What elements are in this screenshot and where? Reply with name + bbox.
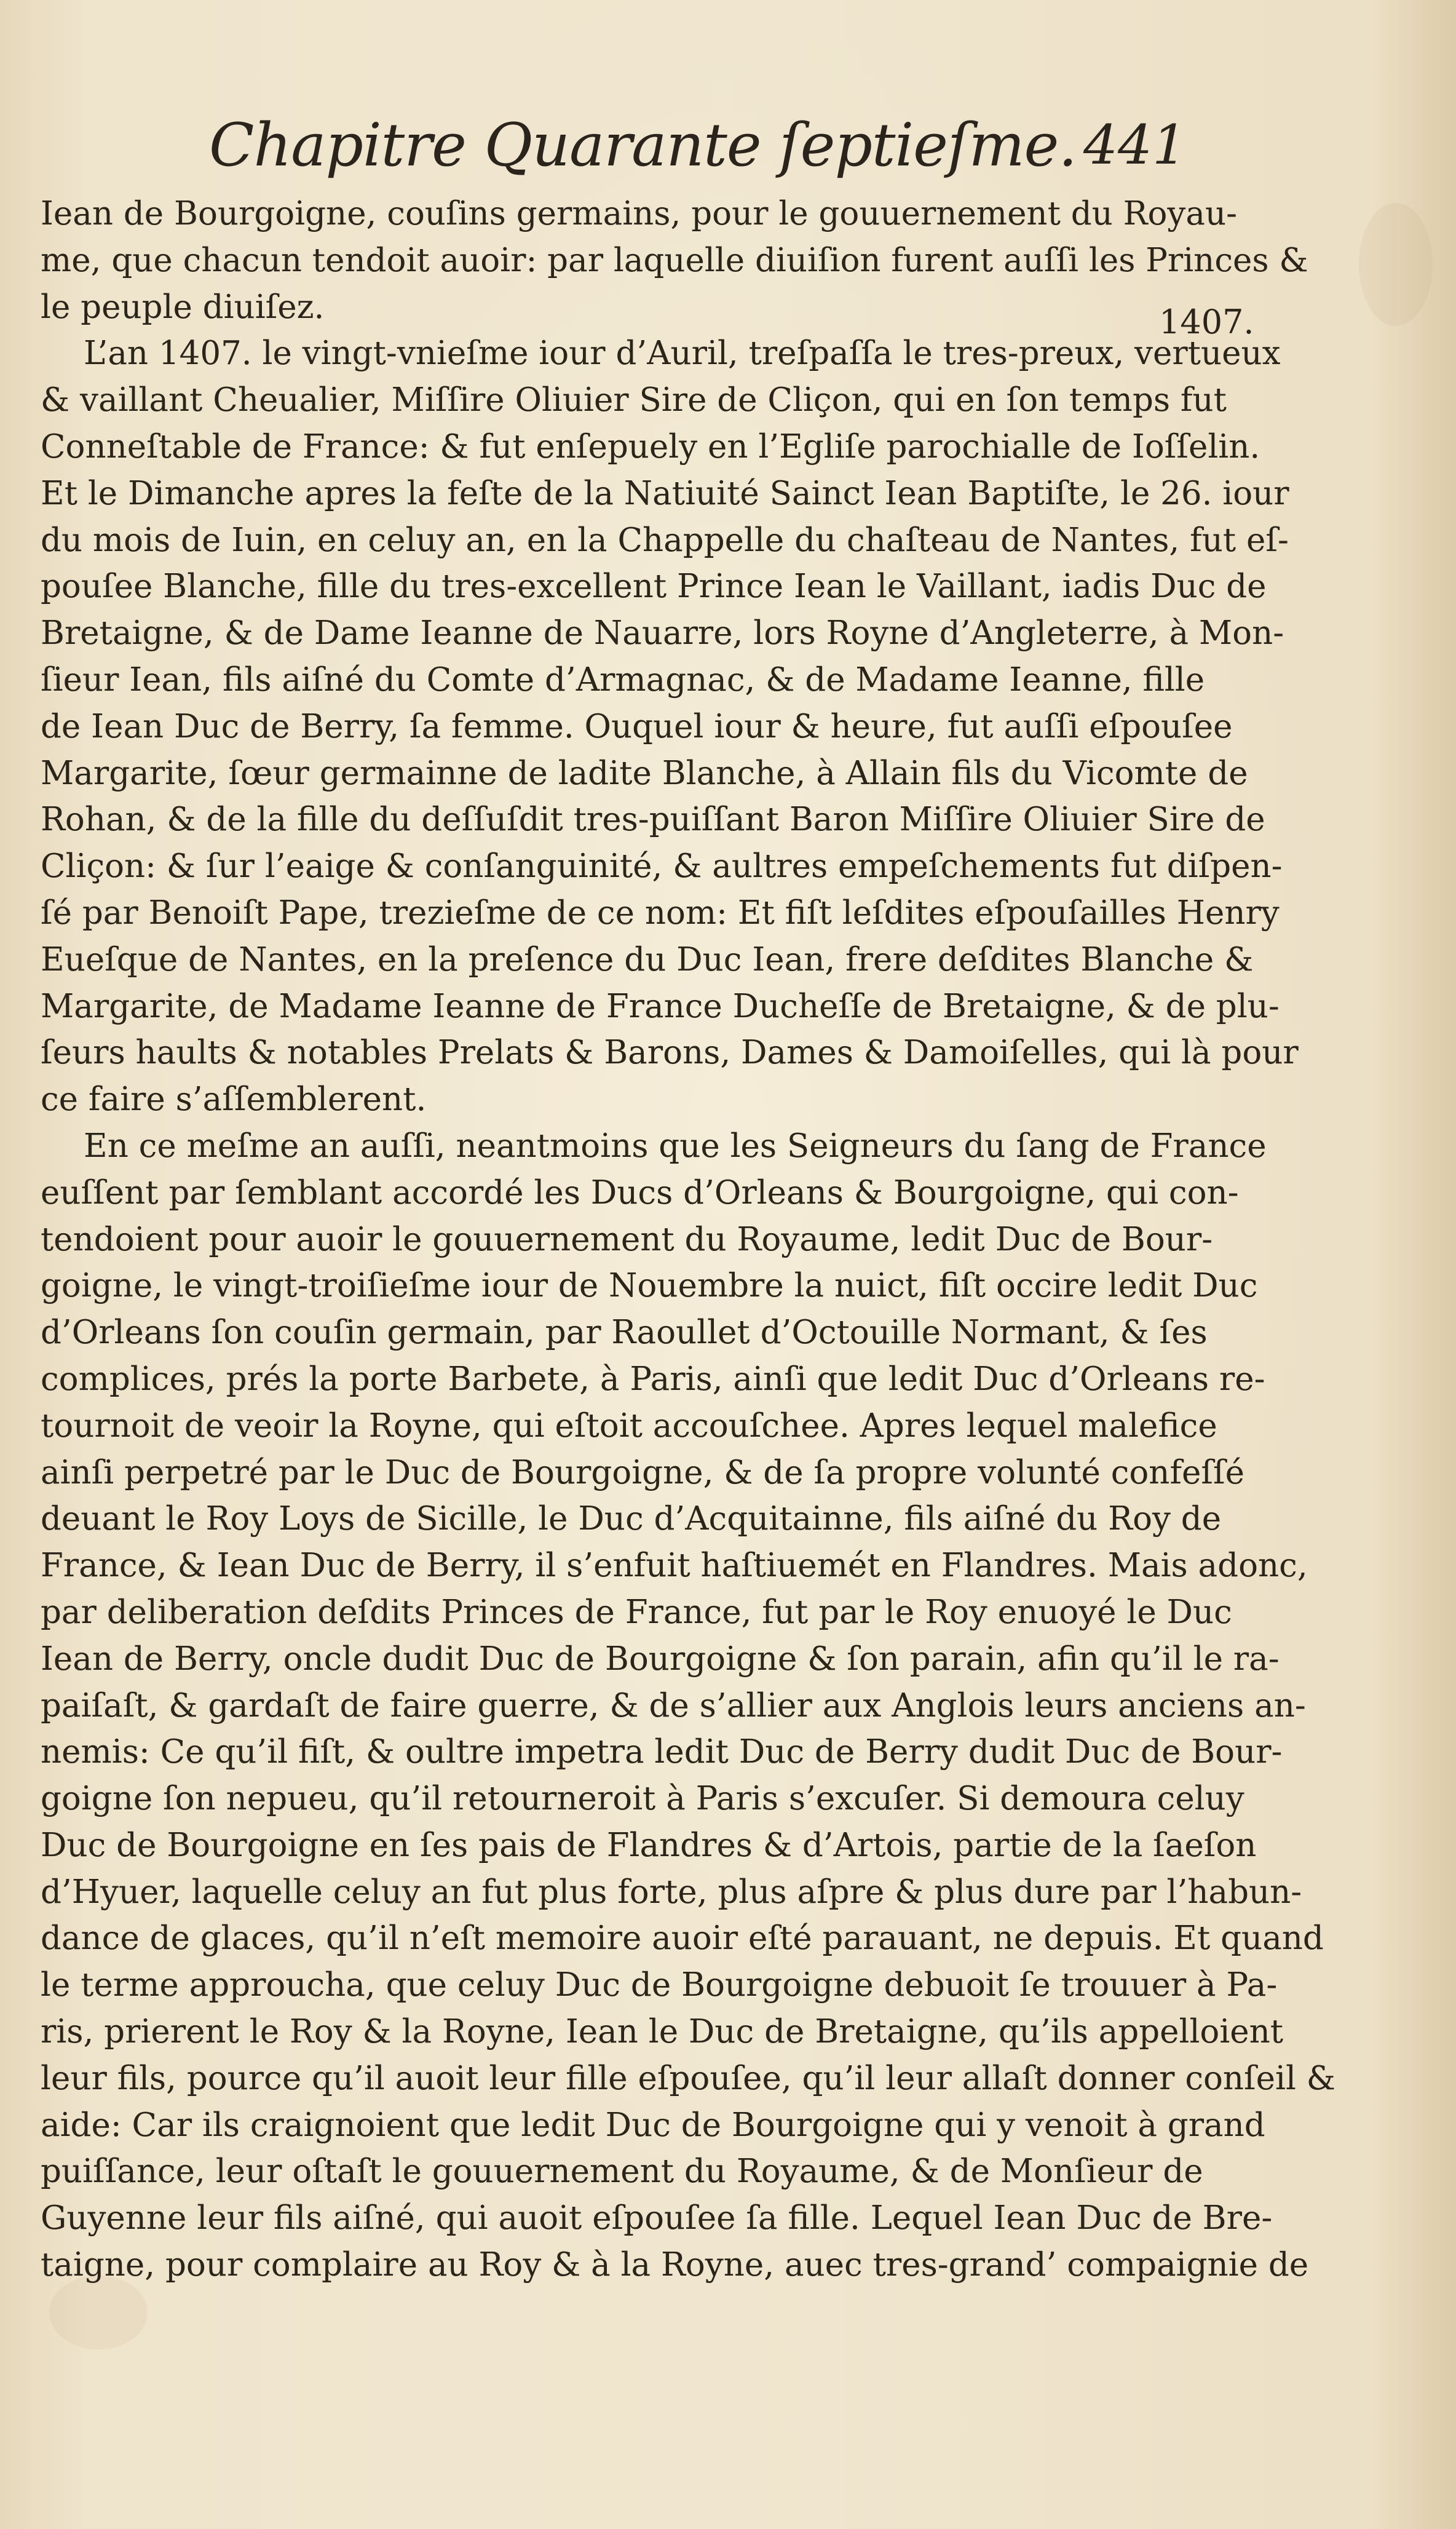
text-line: du mois de Iuin, en celuy an, en la Chappelle du chaſteau de Nantes, fut eſ- — [41, 521, 1289, 559]
text-line: Margarite, de Madame Ieanne de France Ducheſſe de Bretaigne, & de plu- — [41, 987, 1280, 1025]
text-line: Conneſtable de France: & fut enſepuely en l’Egliſe parochialle de Ioſſelin. — [41, 427, 1260, 466]
text-line: goigne, le vingt-troiſieſme iour de Nouembre la nuict, fiſt occire ledit Duc — [41, 1267, 1258, 1305]
text-line: de Iean Duc de Berry, ſa femme. Ouquel iour & heure, fut auſſi eſpouſee — [41, 707, 1233, 745]
body-text — [41, 191, 1335, 2335]
text-line: ſieur Iean, fils aiſné du Comte d’Armagnac, & de Madame Ieanne, fille — [41, 661, 1205, 699]
text-line: & vaillant Cheualier, Miſſire Oliuier Sire de Cliçon, qui en ſon temps fut — [41, 381, 1227, 419]
text-line: complices, prés la porte Barbete, à Paris, ainſi que ledit Duc d’Orleans re- — [41, 1360, 1265, 1398]
text-line: Cliçon: & ſur l’eaige & conſanguinité, & aultres empeſchements fut diſpen- — [41, 848, 1283, 886]
text-line: aide: Car ils craignoient que ledit Duc de Bourgoigne qui y venoit à grand — [41, 2106, 1265, 2144]
text-line: puiſſance, leur oſtaſt le gouuernement du Royaume, & de Monſieur de — [41, 2153, 1203, 2191]
text-line: pouſee Blanche, fille du tres-excellent Prince Iean le Vaillant, iadis Duc de — [41, 568, 1267, 606]
text-line: le peuple diuiſez. — [41, 288, 325, 326]
text-line: deuant le Roy Loys de Sicille, le Duc d’Acquitainne, fils aiſné du Roy de — [41, 1500, 1222, 1538]
text-line: par deliberation deſdits Princes de France, fut par le Roy enuoyé le Duc — [41, 1593, 1232, 1631]
text-line: taigne, pour complaire au Roy & à la Royne, auec tres-grand’ compaignie de — [41, 2246, 1309, 2284]
text-line: goigne ſon nepueu, qu’il retourneroit à Paris s’excuſer. Si demoura celuy — [41, 1780, 1244, 1818]
text-line: euſſent par ſemblant accordé les Ducs d’Orleans & Bourgoigne, qui con- — [41, 1173, 1239, 1212]
text-line: tournoit de veoir la Royne, qui eſtoit accouſchee. Apres lequel malefice — [41, 1407, 1217, 1445]
text-line: leur fils, pource qu’il auoit leur fille eſpouſee, qu’il leur allaſt donner conſeil & — [41, 2059, 1335, 2097]
text-line: ainſi perpetré par le Duc de Bourgoigne, & de ſa propre volunté confeſſé — [41, 1453, 1245, 1491]
running-title: Chapitre Quarante ſeptieſme. — [209, 111, 1077, 180]
text-line: ſeurs haults & notables Prelats & Barons, Dames & Damoiſelles, qui là pour — [41, 1034, 1299, 1072]
text-line: paiſaſt, & gardaſt de faire guerre, & de s’allier aux Anglois leurs anciens an- — [41, 1686, 1306, 1725]
text-line: Margarite, ſœur germainne de ladite Blanche, à Allain fils du Vicomte de — [41, 754, 1248, 792]
text-line: Eueſque de Nantes, en la preſence du Duc Iean, frere deſdites Blanche & — [41, 940, 1254, 979]
text-line: nemis: Ce qu’il fiſt, & oultre impetra ledit Duc de Berry dudit Duc de Bour- — [41, 1733, 1283, 1771]
text-line: ſé par Benoiſt Pape, treziеſme de ce nom: Et fiſt leſdites eſpouſailles Henry — [41, 894, 1280, 932]
text-line: d’Hyuer, laquelle celuy an fut plus forte, plus aſpre & plus dure par l’habun- — [41, 1873, 1302, 1911]
text-line: ris, prierent le Roy & la Royne, Iean le Duc de Bretaigne, qu’ils appelloient — [41, 2013, 1284, 2051]
text-line: Duc de Bourgoigne en ſes pais de Flandres & d’Artois, partie de la ſaeſon — [41, 1826, 1257, 1864]
text-line: me, que chacun tendoit auoir: par laquelle diuiſion furent auſſi les Princes & — [41, 241, 1308, 279]
text-line — [41, 2289, 1160, 2335]
page-header — [209, 111, 1187, 178]
page-number: 441 — [1083, 113, 1187, 177]
text-line: d’Orleans ſon couſin germain, par Raoullet d’Octouille Normant, & ſes — [41, 1314, 1208, 1352]
text-line: France, & Iean Duc de Berry, il s’enfuit haſtiuemét en Flandres. Mais adonc, — [41, 1547, 1308, 1585]
paper-stain — [1359, 203, 1433, 326]
margin-year-note: 1407. — [1159, 303, 1254, 341]
text-line: tendoient pour auoir le gouuernement du Royaume, ledit Duc de Bour- — [41, 1220, 1213, 1258]
text-line: Iean de Bourgoigne, couſins germains, pour le gouuernement du Royau- — [41, 195, 1238, 232]
text-line: Iean de Berry, oncle dudit Duc de Bourgoigne & ſon parain, afin qu’il le ra- — [41, 1640, 1280, 1678]
text-line: L’an 1407. le vingt-vnieſme iour d’Auril, treſpaſſa le tres-preux, vertueux — [84, 335, 1281, 373]
text-line: Et le Dimanche apres la feſte de la Natiuité Sainct Iean Baptiſte, le 26. iour — [41, 474, 1289, 512]
text-line: En ce meſme an auſſi, neantmoins que les Seigneurs du ſang de France — [84, 1127, 1267, 1165]
text-line: Guyenne leur fils aiſné, qui auoit eſpouſee ſa fille. Lequel Iean Duc de Bre- — [41, 2199, 1273, 2237]
text-line: ce faire s’aſſemblerent. — [41, 1081, 427, 1119]
text-line: le terme approucha, que celuy Duc de Bourgoigne debuoit ſe trouuer à Pa- — [41, 1966, 1278, 2004]
text-line: Bretaigne, & de Dame Ieanne de Nauarre, lors Royne d’Angleterre, à Mon- — [41, 614, 1284, 653]
text-line: dance de glaces, qu’il n’eſt memoire auoir eſté parauant, ne depuis. Et quand — [41, 1920, 1324, 1958]
text-line: Rohan, & de la fille du deſſuſdit tres-puiſſant Baron Miſſire Oliuier Sire de — [41, 801, 1265, 839]
